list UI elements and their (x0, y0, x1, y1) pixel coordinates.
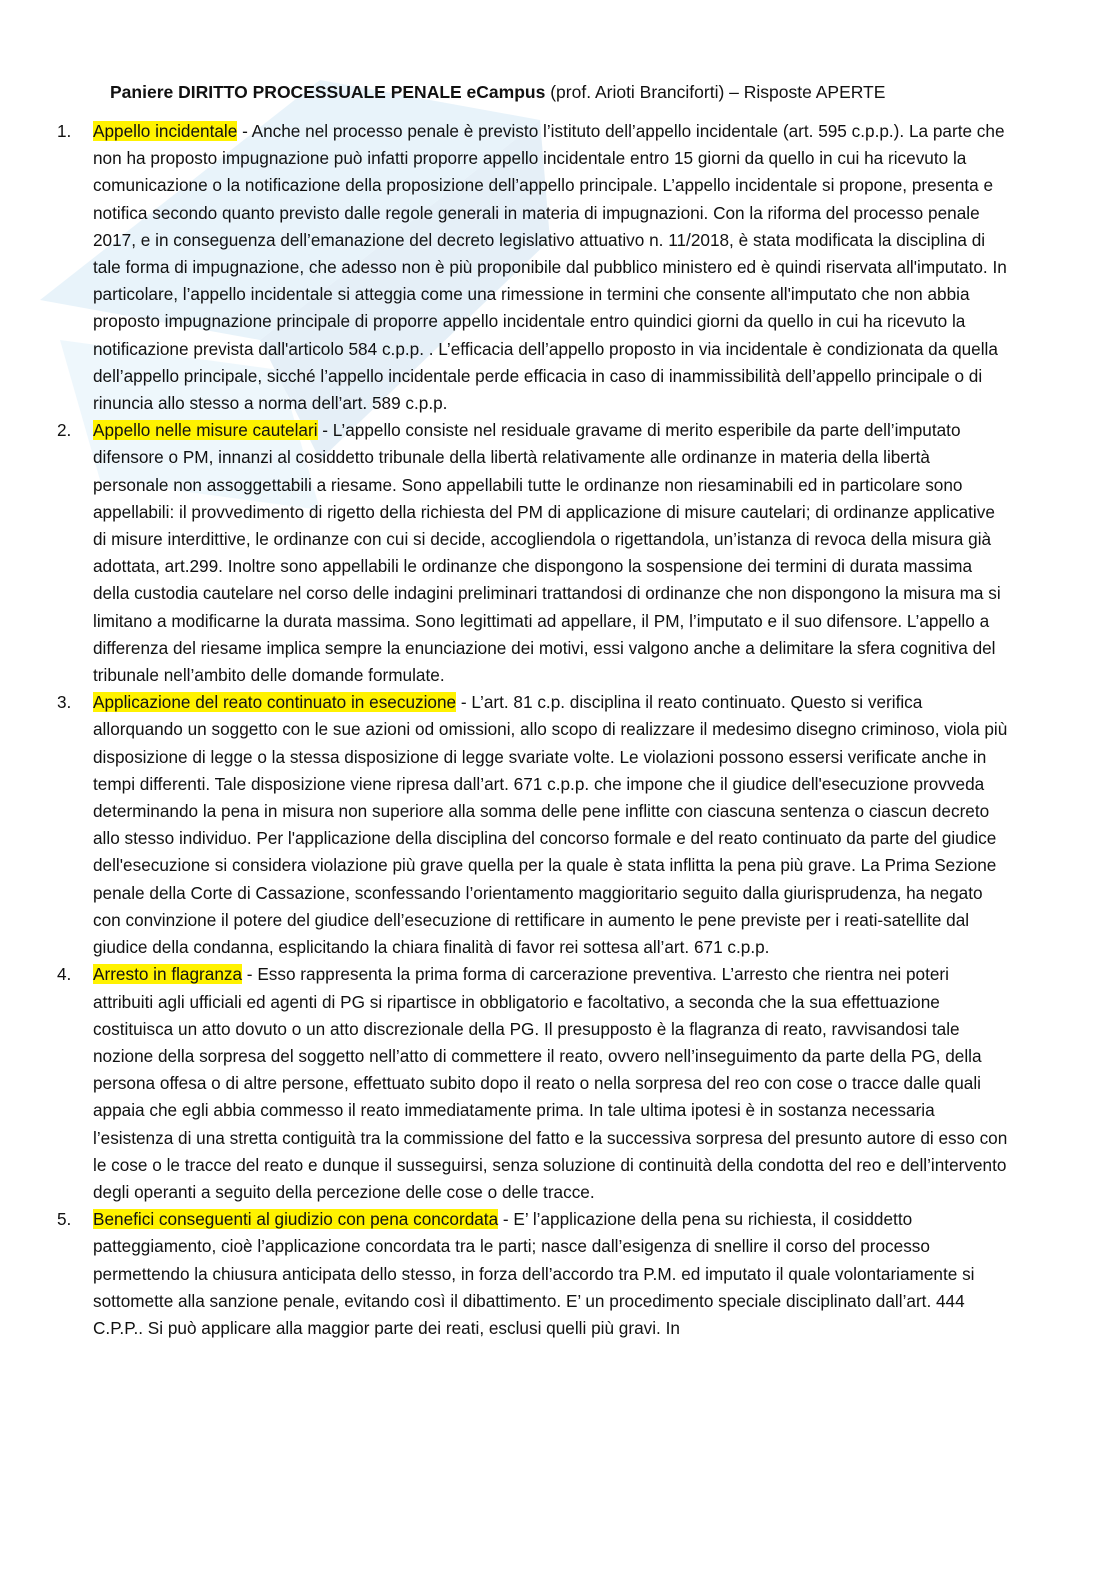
item-separator: - (317, 420, 333, 441)
item-number: 1. (57, 121, 72, 141)
item-number: 5. (57, 1209, 72, 1230)
item-separator: - (242, 964, 258, 985)
list-item (57, 961, 1008, 1206)
list-item (57, 417, 1008, 689)
item-heading: Applicazione del reato continuato in esecuzione (93, 692, 457, 713)
item-heading: Appello nelle misure cautelari (93, 420, 318, 441)
list-item (57, 689, 1008, 961)
document-title (110, 80, 885, 104)
item-text: Esso rappresenta la prima forma di carcerazione preventiva. L’arresto che rientra nei poteri attribuiti agli ufficiali ed agenti di PG si ripartisce in obbligatorio e facoltativo, a seconda che la sua effettuazione costituisca un atto dovuto o un atto discrezionale della PG. Il presupposto è la flagranza di reato, ravvisandosi tale nozione della sorpresa del soggetto nell’atto di commettere il reato, ovvero nell’inseguimento da parte della PG, della persona offesa o di altre persone, effettuato subito dopo il reato o nella sorpresa del reo con cose o tracce dalle quali appaia che egli abbia commesso il reato immediatamente prima. In tale ultima ipotesi è in sostanza necessaria l’esistenza di una stretta contiguità tra la commissione del fatto e la successiva sorpresa del presunto autore di esso con le cose o le tracce del reato e dunque il susseguirsi, senza soluzione di continuità della condotta del reo e dell’intervento degli operanti a seguito della percezione delle cose o delle tracce. (93, 964, 1008, 1202)
item-heading: Arresto in flagranza (93, 964, 243, 985)
item-separator: - (237, 121, 252, 141)
item-heading: Benefici conseguenti al giudizio con pena concordata (93, 1209, 499, 1230)
item-separator: - (498, 1209, 514, 1230)
title-rest: (prof. Arioti Branciforti) – Risposte APERTE (545, 82, 886, 102)
answer-list (0, 118, 1116, 1342)
list-item (57, 1206, 1008, 1342)
item-number: 4. (57, 964, 72, 985)
item-text: Anche nel processo penale è previsto l’istituto dell’appello incidentale (art. 595 c.p.p.). La parte che non ha proposto impugnazione può infatti proporre appello incidentale entro 15 giorni da quello in cui ha ricevuto la comunicazione o la notificazione della proposizione dell’appello principale. L’appello incidentale si propone, presenta e notifica secondo quanto previsto dalle regole generali in materia di impugnazioni. Con la riforma del processo penale 2017, e in conseguenza dell’emanazione del decreto legislativo attuativo n. 11/2018, è stata modificata la disciplina di tale forma di impugnazione, che adesso non è più proponibile dal pubblico ministero ed è quindi riservata all'imputato. In particolare, l’appello incidentale si atteggia come una rimessione in termini che consente all'imputato che non abbia proposto impugnazione principale di proporre appello incidentale entro quindici giorni da quello in cui ha ricevuto la notificazione prevista dall'articolo 584 c.p.p. . L’efficacia dell’appello proposto in via incidentale è condizionata da quella dell’appello principale, sicché l’appello incidentale perde efficacia in caso di inammissibilità dell’appello principale o di rinuncia allo stesso a norma dell’art. 589 c.p.p. (93, 121, 1007, 414)
item-text: L’appello consiste nel residuale gravame di merito esperibile da parte dell’imputato difensore o PM, innanzi al cosiddetto tribunale della libertà relativamente alle ordinanze in materia della libertà personale non assoggettabili a riesame. Sono appellabili tutte le ordinanze non riesaminabili ed in particolare sono appellabili: il provvedimento di rigetto della richiesta del PM di applicazione di misure cautelari; di ordinanze applicative di misure interdittive, le ordinanze con cui si decide, accogliendola o rigettandola, un’istanza di revoca della misura già adottata, art.299. Inoltre sono appellabili le ordinanze che dispongono la sospensione dei termini di durata massima della custodia cautelare nel corso delle indagini preliminari trattandosi di ordinanze che non dispongono la misura ma si limitano a modificarne la durata massima. Sono legittimati ad appellare, il PM, l’imputato e il suo difensore. L’appello a differenza del riesame implica sempre la enunciazione dei motivi, essi valgono anche a delimitare la sfera cognitiva del tribunale nell’ambito delle domande formulate. (93, 420, 1001, 686)
title-bold: Paniere DIRITTO PROCESSUALE PENALE eCampus (110, 82, 546, 102)
item-separator: - (456, 692, 472, 713)
item-text: E’ l’applicazione della pena su richiesta, il cosiddetto patteggiamento, cioè l’applicazione concordata tra le parti; nasce dall’esigenza di snellire il corso del processo permettendo la chiusura anticipata dello stesso, in forza dell’accordo tra P.M. ed imputato il quale volontariamente si sottomette alla sanzione penale, evitando così il dibattimento. E’ un procedimento speciale disciplinato dall’art. 444 C.P.P.. Si può applicare alla maggior parte dei reati, esclusi quelli più gravi. In (93, 1209, 975, 1338)
item-heading: Appello incidentale (93, 121, 238, 141)
list-item (57, 118, 1008, 417)
item-number: 2. (57, 420, 72, 441)
item-text: L’art. 81 c.p. disciplina il reato continuato. Questo si verifica allorquando un soggetto con le sue azioni od omissioni, allo scopo di realizzare il medesimo disegno criminoso, viola più disposizione di legge o la stessa disposizione di legge svariate volte. Le violazioni possono essersi verificate anche in tempi differenti. Tale disposizione viene ripresa dall’art. 671 c.p.p. che impone che il giudice dell'esecuzione provveda determinando la pena in misura non superiore alla somma delle pene inflitte con ciascuna sentenza o ciascun decreto allo stesso individuo. Per l'applicazione della disciplina del concorso formale e del reato continuato da parte del giudice dell'esecuzione si considera violazione più grave quella per la quale è stata inflitta la pena più grave. La Prima Sezione penale della Corte di Cassazione, sconfessando l’orientamento maggioritario seguito dalla giurisprudenza, ha negato con convinzione il potere del giudice dell’esecuzione di rettificare in aumento le pene previste per i reati-satellite dal giudice della condanna, esplicitando la chiara finalità di favor rei sottesa all’art. 671 c.p.p. (93, 692, 1008, 958)
item-number: 3. (57, 692, 72, 713)
